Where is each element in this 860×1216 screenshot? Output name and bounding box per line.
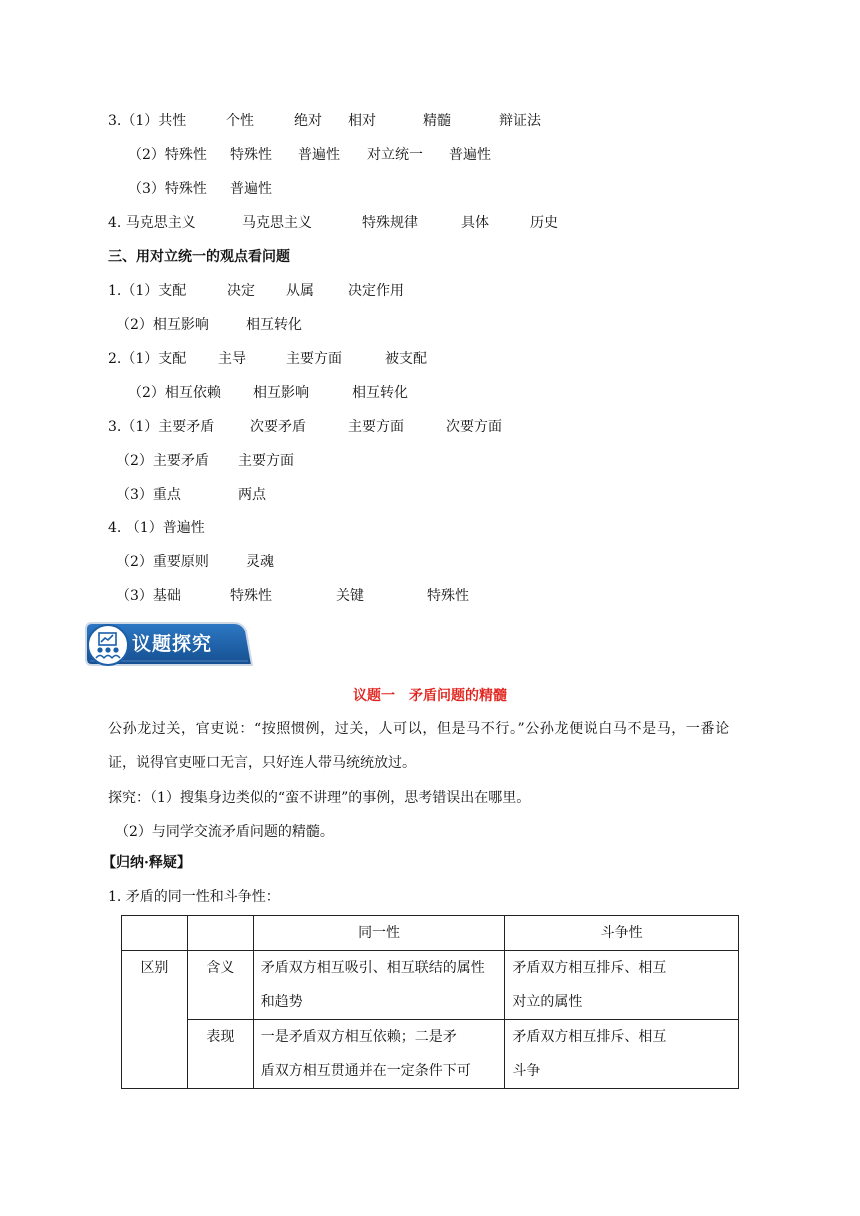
answer-number: （2）重要原则 (116, 554, 209, 570)
story-line: 公孙龙过关，官吏说：“按照惯例，过关，人可以，但是马不行。”公孙龙便说白马不是马，一番论 (108, 721, 730, 737)
answer-number: （2）相互依赖 (128, 385, 221, 401)
answer-word: 被支配 (385, 351, 427, 367)
column-header: 斗争性 (505, 916, 739, 951)
answer-word: 马克思主义 (242, 215, 312, 231)
cell-line: 矛盾双方相互排斥、相互 (512, 960, 667, 976)
answer-word: 绝对 (294, 113, 322, 129)
answer-number: （2）相互影响 (116, 317, 209, 333)
answer-number: （2）特殊性 (128, 147, 207, 163)
comparison-table (121, 915, 739, 1089)
answer-word: 对立统一 (367, 147, 423, 163)
answer-word: 主要方面 (238, 453, 294, 469)
section-heading: 三、用对立统一的观点看问题 (108, 249, 290, 265)
answer-number: （3）重点 (116, 487, 181, 503)
answer-word: 关键 (336, 588, 364, 604)
cell-line: 一是矛盾双方相互依赖；二是矛 (260, 1029, 457, 1045)
story-line: 证，说得官吏哑口无言，只好连人带马统统放过。 (108, 755, 416, 771)
answer-number: 3.（1）主要矛盾 (108, 419, 215, 435)
cell-line: 矛盾双方相互吸引、相互联结的属性 (260, 960, 485, 976)
answer-number: 4. （1）普遍性 (108, 520, 205, 536)
answer-word: 相互影响 (253, 385, 309, 401)
answer-word: 具体 (461, 215, 489, 231)
answer-word: 相互转化 (246, 317, 302, 333)
answer-word: 次要方面 (446, 419, 502, 435)
answer-word: 历史 (530, 215, 558, 231)
answer-number: 4. 马克思主义 (108, 215, 196, 231)
row-group-label: 区别 (122, 951, 188, 1089)
answer-number: （3）特殊性 (128, 181, 207, 197)
banner-label: 议题探究 (132, 633, 213, 655)
answer-word: 主要方面 (286, 351, 342, 367)
table-corner-cell (122, 916, 188, 951)
table-row (122, 951, 739, 1020)
answer-number: 3.（1）共性 (108, 113, 187, 129)
answer-word: 相对 (348, 113, 376, 129)
answer-word: 特殊性 (230, 147, 272, 163)
answer-word: 主导 (218, 351, 246, 367)
explore-question: 探究：（1）搜集身边类似的“蛮不讲理”的事例，思考错误出在哪里。 (108, 790, 531, 806)
answer-word: 普遍性 (230, 181, 272, 197)
answer-word: 从属 (286, 283, 314, 299)
answer-word: 普遍性 (449, 147, 491, 163)
people-chart-icon (87, 624, 129, 666)
explore-question: （2）与同学交流矛盾问题的精髓。 (115, 824, 334, 840)
table-row (122, 1020, 739, 1089)
cell-line: 对立的属性 (512, 994, 583, 1010)
answer-word: 灵魂 (246, 554, 274, 570)
table-cell (505, 951, 739, 1020)
answer-word: 个性 (226, 113, 254, 129)
topic-banner (84, 621, 254, 667)
story-paragraph (108, 712, 798, 780)
answer-number: 1.（1）支配 (108, 283, 187, 299)
cell-line: 盾双方相互贯通并在一定条件下可 (260, 1063, 471, 1079)
row-label: 含义 (187, 951, 253, 1020)
table-cell (253, 1020, 505, 1089)
answer-number: （3）基础 (116, 588, 181, 604)
table-cell (505, 1020, 739, 1089)
cell-line: 和趋势 (260, 994, 303, 1010)
answer-word: 决定作用 (348, 283, 404, 299)
answer-word: 两点 (238, 487, 266, 503)
summary-item: 1. 矛盾的同一性和斗争性： (108, 889, 280, 905)
row-label: 表现 (187, 1020, 253, 1089)
answer-word: 相互转化 (352, 385, 408, 401)
column-header: 同一性 (253, 916, 505, 951)
table-header-row (122, 916, 739, 951)
answer-word: 决定 (227, 283, 255, 299)
answer-word: 特殊规律 (362, 215, 418, 231)
table-cell (253, 951, 505, 1020)
answer-number: 2.（1）支配 (108, 351, 187, 367)
table-corner-cell (187, 916, 253, 951)
answer-word: 特殊性 (427, 588, 469, 604)
summary-heading: 【归纳·释疑】 (102, 855, 191, 871)
answer-number: （2）主要矛盾 (116, 453, 209, 469)
cell-line: 矛盾双方相互排斥、相互 (512, 1029, 667, 1045)
answer-word: 精髓 (423, 113, 451, 129)
answer-word: 次要矛盾 (250, 419, 306, 435)
cell-line: 斗争 (512, 1063, 541, 1079)
answer-word: 辩证法 (499, 113, 541, 129)
topic-title: 议题一 矛盾问题的精髓 (353, 688, 507, 704)
answer-word: 普遍性 (298, 147, 340, 163)
answer-word: 主要方面 (348, 419, 404, 435)
answer-word: 特殊性 (230, 588, 272, 604)
